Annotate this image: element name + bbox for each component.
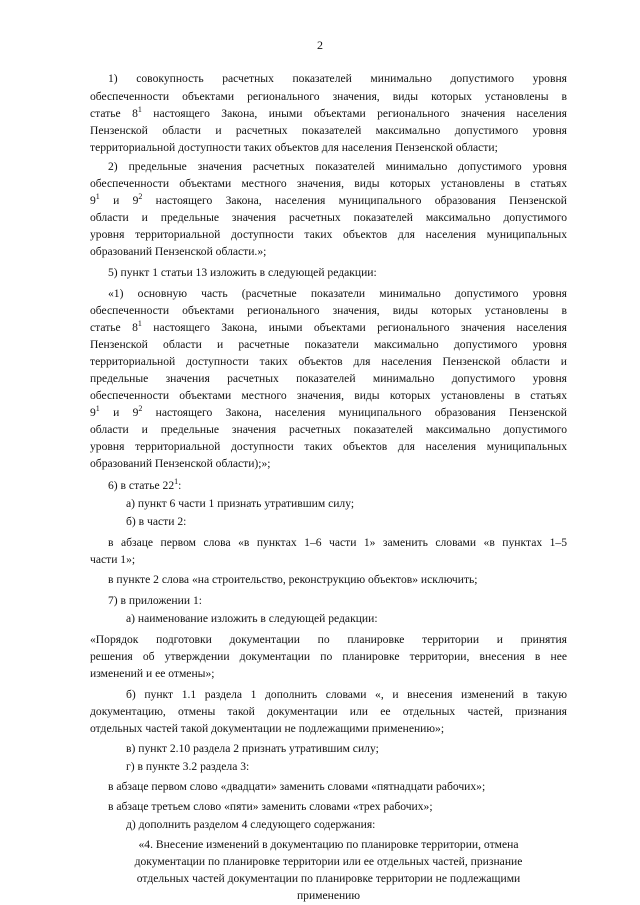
text-line: в пункте 2 слова «на строительство, реконструкцию объектов» исключить; [108,573,478,586]
text-line: Пензенской области и расчетные показатели максимально допустимого уровня [90,338,567,351]
text-line: в абзаце третьем слово «пяти» заменить словами «трех рабочих»; [108,800,433,813]
text-line: а) пункт 6 части 1 признать утратившим силу; [126,497,355,510]
text-line: «1) основную часть (расчетные показатели минимально допустимого уровня [108,287,567,300]
text-line: а) наименование изложить в следующей редакции: [126,612,378,625]
text-line: б) пункт 1.1 раздела 1 дополнить словами «, и внесения изменений в такую [126,688,567,701]
text-line: Пензенской области и расчетных показателей максимально допустимого уровня [90,124,567,137]
text-line: обеспеченности объектами регионального значения, виды которых установлены в [90,90,567,103]
text-line: в абзаце первом слова «в пунктах 1–6 части 1» заменить словами «в пунктах 1–5 [108,536,567,549]
text-line: 7) в приложении 1: [108,594,202,607]
text-line: обеспеченности объектами местного значения, виды которых установлены в статьях [90,389,567,402]
text-line: территориальной доступности таких объектов для населения Пензенской области и [90,355,567,368]
text-line: $9^1$ и $9^2$ настоящего Закона, населения муниципального образования Пензенской [90,404,567,419]
text-line: статье $8^1$ настоящего Закона, иными объектами регионального значения населения [90,105,567,120]
text-line: «Порядок подготовки документации по планировке территории и принятия [90,633,567,646]
text-line: предельные значения расчетных показателей минимально допустимого уровня [90,372,567,385]
text-line: образований Пензенской области);»; [90,457,271,470]
text-line: б) в части 2: [126,515,187,528]
text-line: территориальной доступности таких объектов для населения Пензенской области; [90,141,498,154]
text-line: 5) пункт 1 статьи 13 изложить в следующей редакции: [108,266,377,279]
text-line: 1) совокупность расчетных показателей минимально допустимого уровня [108,72,567,85]
text-line: $9^1$ и $9^2$ настоящего Закона, населения муниципального образования Пензенской [90,192,567,207]
section-heading-line: документации по планировке территории или ее отдельных частей, признание [134,855,523,868]
text-line: области и предельные значения расчетных показателей максимально допустимого [90,211,567,224]
text-line: 2) предельные значения расчетных показателей минимально допустимого уровня [108,160,567,173]
text-line: уровня территориальной доступности таких объектов для населения муниципальных [90,440,567,453]
text-line: уровня территориальной доступности таких объектов для населения муниципальных [90,228,567,241]
text-line: образований Пензенской области.»; [90,245,267,258]
text-line: в) пункт 2.10 раздела 2 признать утратившим силу; [126,742,379,755]
section-heading-line: отдельных частей документации по планировке территории не подлежащими [136,872,521,885]
text-line: д) дополнить разделом 4 следующего содержания: [126,818,376,831]
text-line: части 1»; [90,553,136,566]
text-line: г) в пункте 3.2 раздела 3: [126,760,250,773]
section-heading-line: «4. Внесение изменений в документацию по планировке территории, отмена [138,838,519,851]
section-heading-line: применению [296,889,361,902]
text-line: обеспеченности объектами регионального значения, виды которых установлены в [90,304,567,317]
text-line: области и предельные значения расчетных показателей максимально допустимого [90,423,567,436]
text-line: изменений и ее отмены»; [90,667,215,680]
text-line: решения об утверждении документации по планировке территории, внесения в нее [90,650,567,663]
page-number: 2 [317,38,323,52]
text-line: отдельных частей такой документации не подлежащими применению»; [90,722,445,735]
text-line: в абзаце первом слово «двадцати» заменить словами «пятнадцати рабочих»; [108,780,486,793]
text-line: статье $8^1$ настоящего Закона, иными объектами регионального значения населения [90,319,567,334]
text-line: обеспеченности объектами местного значения, виды которых установлены в статьях [90,177,567,190]
text-line: документацию, отмены такой документации или ее отдельных частей, признания [90,705,567,718]
text-line: 6) в статье $22^1$: [108,477,182,492]
